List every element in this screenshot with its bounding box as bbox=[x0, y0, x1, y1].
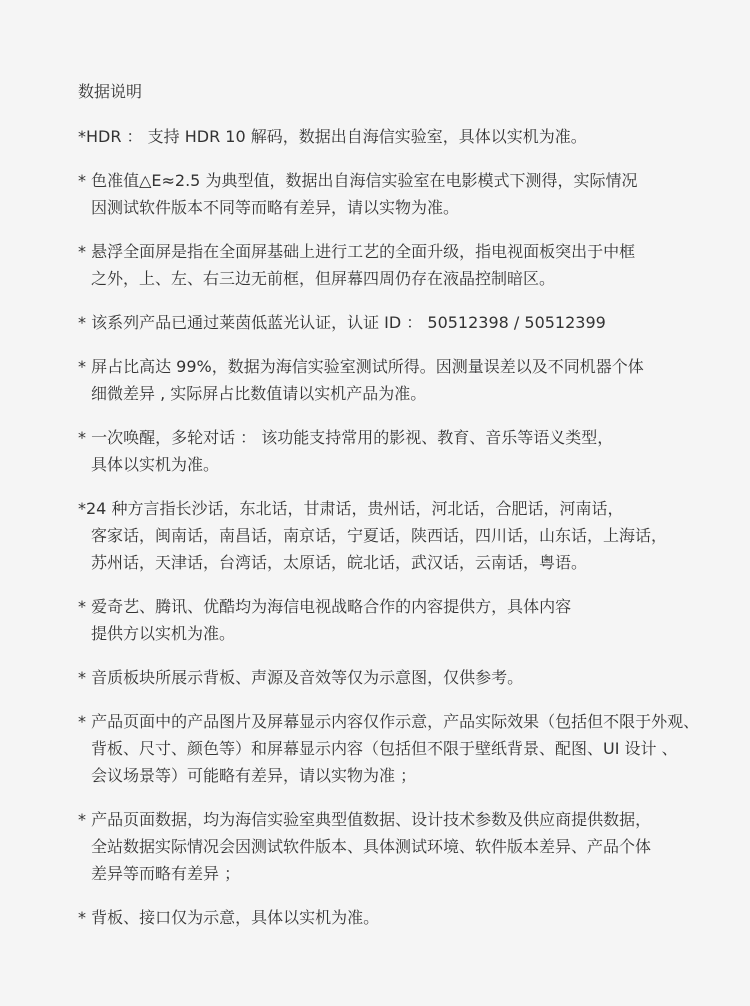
note-line: * 产品页面数据，均为海信实验室典型值数据、设计技术参数及供应商提供数据， bbox=[78, 810, 652, 829]
note-item bbox=[78, 424, 750, 478]
note-line: * 爱奇艺、腾讯、优酷均为海信电视战略合作的内容提供方，具体内容 bbox=[78, 597, 572, 616]
note-item bbox=[78, 238, 750, 292]
note-line: 客家话，闽南话，南昌话，南京话，宁夏话，陕西话，四川话，山东话，上海话， bbox=[91, 526, 668, 545]
note-line: 苏州话，天津话，台湾话，太原话，皖北话，武汉话，云南话，粤语。 bbox=[91, 553, 588, 572]
note-item bbox=[78, 593, 750, 647]
note-item bbox=[78, 664, 750, 691]
note-item bbox=[78, 806, 750, 887]
note-line: * 色准值△E≈2.5 为典型值，数据出自海信实验室在电影模式下测得，实际情况 bbox=[78, 171, 638, 190]
note-line: 细微差异 , 实际屏占比数值请以实机产品为准。 bbox=[91, 384, 427, 403]
note-item bbox=[78, 904, 750, 931]
note-item bbox=[78, 495, 750, 576]
note-item bbox=[78, 708, 750, 789]
note-line: *24 种方言指长沙话，东北话，甘肃话，贵州话，河北话，合肥话，河南话， bbox=[78, 499, 624, 518]
note-line: * 该系列产品已通过莱茵低蓝光认证，认证 ID ： 50512398 / 50512399 bbox=[78, 313, 606, 332]
note-line: 因测试软件版本不同等而略有差异，请以实物为准。 bbox=[91, 198, 460, 217]
notes-list bbox=[78, 123, 750, 931]
note-line: * 背板、接口仅为示意，具体以实机为准。 bbox=[78, 908, 380, 927]
note-item bbox=[78, 167, 750, 221]
section-title: 数据说明 bbox=[78, 82, 143, 101]
note-line: 背板、尺寸、颜色等）和屏幕显示内容（包括但不限于壁纸背景、配图、UI 设计 、 bbox=[91, 739, 678, 758]
note-line: * 音质板块所展示背板、声源及音效等仅为示意图，仅供参考。 bbox=[78, 668, 524, 687]
note-line: 具体以实机为准。 bbox=[91, 455, 220, 474]
note-line: * 悬浮全面屏是指在全面屏基础上进行工艺的全面升级，指电视面板突出于中框 bbox=[78, 242, 636, 261]
note-item bbox=[78, 309, 750, 336]
note-line: 差异等而略有差异 ； bbox=[91, 864, 241, 883]
note-line: *HDR ： 支持 HDR 10 解码，数据出自海信实验室，具体以实机为准。 bbox=[78, 127, 587, 146]
note-line: 提供方以实机为准。 bbox=[91, 624, 236, 643]
note-item bbox=[78, 123, 750, 150]
note-line: 之外，上、左、右三边无前框，但屏幕四周仍存在液晶控制暗区。 bbox=[91, 269, 556, 288]
note-item bbox=[78, 353, 750, 407]
note-line: * 产品页面中的产品图片及屏幕显示内容仅作示意，产品实际效果（包括但不限于外观、 bbox=[78, 712, 700, 731]
note-line: 会议场景等）可能略有差异，请以实物为准 ； bbox=[91, 766, 417, 785]
note-line: * 一次唤醒，多轮对话 ： 该功能支持常用的影视、教育、音乐等语义类型， bbox=[78, 428, 614, 447]
note-line: 全站数据实际情况会因测试软件版本、具体测试环境、软件版本差异、产品个体 bbox=[91, 837, 652, 856]
note-line: * 屏占比高达 99%，数据为海信实验室测试所得。因测量误差以及不同机器个体 bbox=[78, 357, 644, 376]
